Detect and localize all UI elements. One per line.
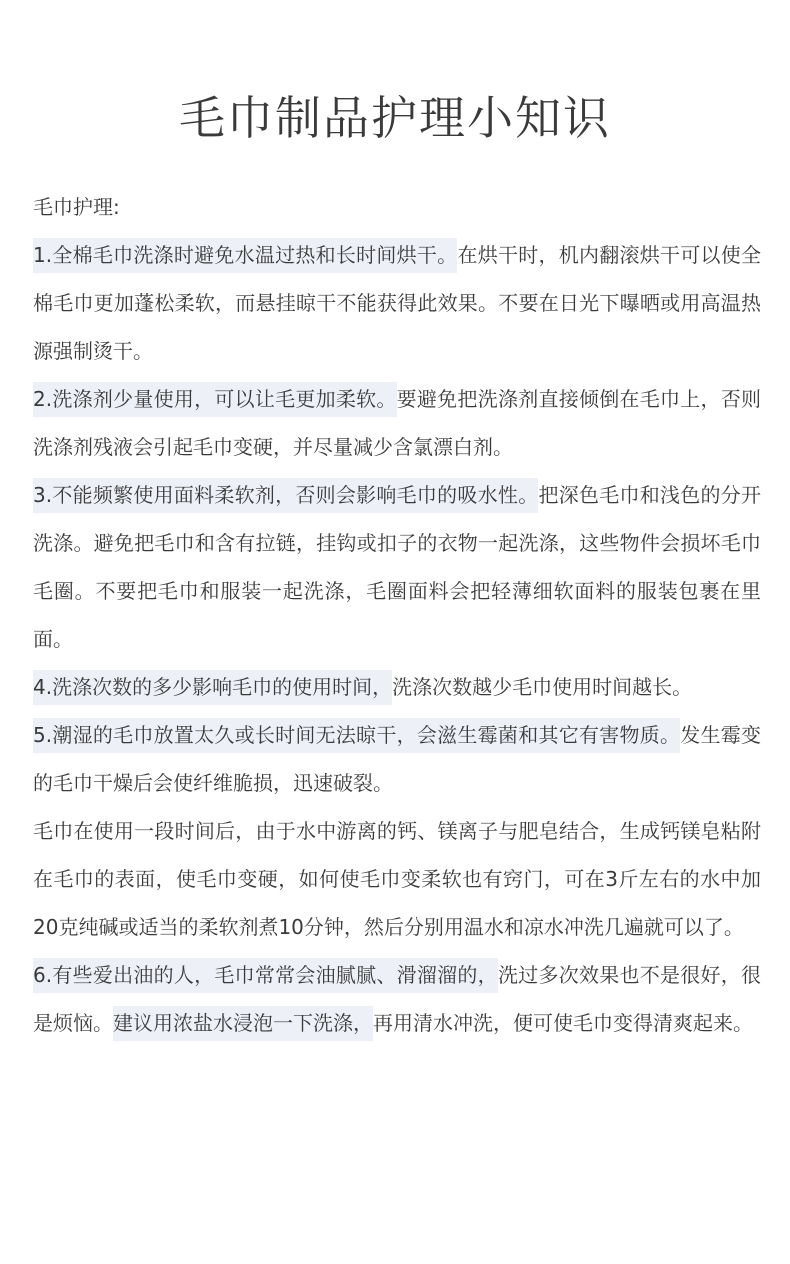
section-label: 毛巾护理: bbox=[33, 195, 120, 219]
tip-4-text: 洗涤次数越少毛巾使用时间越长。 bbox=[392, 675, 693, 699]
tip-3-text: 把深色毛巾和浅色的分开洗涤。避免把毛巾和含有拉链，挂钩或扣子的衣物一起洗涤，这些物件会损坏毛巾毛圈。不要把毛巾和服装一起洗涤，毛圈面料会把轻薄细软面料的服装包裹在里面。 bbox=[33, 483, 761, 651]
tip-6-text-1: 洗过多次效果也不是很好，很是烦恼。 bbox=[33, 963, 761, 1035]
tip-6 bbox=[33, 951, 761, 1047]
tip-1-highlight: 1.全棉毛巾洗涤时避免水温过热和长时间烘干。 bbox=[33, 238, 457, 273]
tip-2-highlight: 2.洗涤剂少量使用，可以让毛更加柔软。 bbox=[33, 382, 397, 417]
care-tips-content bbox=[33, 183, 761, 1047]
tip-1 bbox=[33, 231, 761, 375]
tip-6-highlight-1: 6.有些爱出油的人，毛巾常常会油腻腻、滑溜溜的， bbox=[33, 958, 498, 993]
softening-paragraph: 毛巾在使用一段时间后，由于水中游离的钙、镁离子与肥皂结合，生成钙镁皂粘附在毛巾的表面，使毛巾变硬，如何使毛巾变柔软也有窍门，可在3斤左右的水中加20克纯碱或适当的柔软剂煮10分钟，然后分别用温水和凉水冲洗几遍就可以了。 bbox=[33, 819, 761, 939]
tip-4-highlight: 4.洗涤次数的多少影响毛巾的使用时间， bbox=[33, 670, 392, 705]
tip-6-highlight-2: 建议用浓盐水浸泡一下洗涤， bbox=[113, 1006, 373, 1041]
tip-2 bbox=[33, 375, 761, 471]
page-title: 毛巾制品护理小知识 bbox=[179, 91, 611, 145]
tip-5-highlight: 5.潮湿的毛巾放置太久或长时间无法晾干，会滋生霉菌和其它有害物质。 bbox=[33, 718, 680, 753]
tip-1-text: 在烘干时，机内翻滚烘干可以使全棉毛巾更加蓬松柔软，而悬挂晾干不能获得此效果。不要在日光下曝晒或用高温热源强制烫干。 bbox=[33, 243, 761, 363]
tip-4 bbox=[33, 663, 761, 711]
tip-3 bbox=[33, 471, 761, 663]
tip-5-text: 发生霉变的毛巾干燥后会使纤维脆损，迅速破裂。 bbox=[33, 723, 761, 795]
tip-5 bbox=[33, 711, 761, 807]
tip-2-text: 要避免把洗涤剂直接倾倒在毛巾上，否则洗涤剂残液会引起毛巾变硬，并尽量减少含氯漂白剂。 bbox=[33, 387, 761, 459]
tip-6-text-2: 再用清水冲洗，便可使毛巾变得清爽起来。 bbox=[373, 1011, 753, 1035]
tip-3-highlight: 3.不能频繁使用面料柔软剂，否则会影响毛巾的吸水性。 bbox=[33, 478, 538, 513]
